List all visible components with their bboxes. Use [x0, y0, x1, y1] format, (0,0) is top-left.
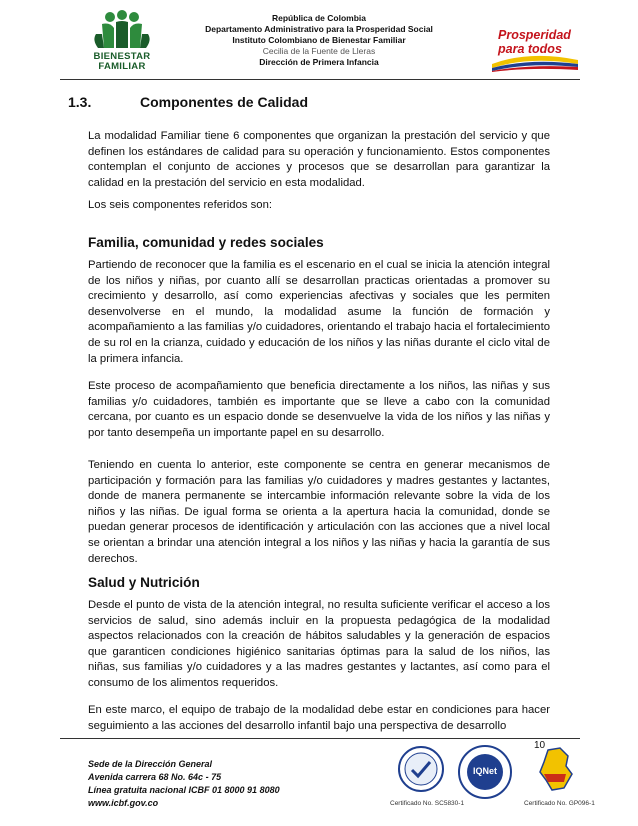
footer-divider [60, 738, 580, 739]
logo-text-prosperidad: Prosperidad [498, 28, 571, 42]
header-line-departamento: Departamento Administrativo para la Prosperidad Social [205, 24, 433, 34]
header-line-cecilia: Cecilia de la Fuente de Lleras [262, 46, 376, 56]
cert-label-gp: Certificado No. GP096-1 [524, 800, 595, 807]
iqnet-text: IQNet [472, 766, 497, 776]
page-number: 10 [534, 740, 546, 751]
header-divider [60, 79, 580, 80]
intro-paragraph: La modalidad Familiar tiene 6 componentes que organizan la prestación del servicio y que definen los estándares de calidad para su operación y funcionamiento. Estos componentes contemplan el conjunto de acciones y procesos que se desarrollan para garantizar la calidad en la prestación del servicio en esta modalidad. [88, 130, 550, 189]
page-header [0, 0, 638, 80]
prosperidad-para-todos-logo [490, 20, 580, 72]
familia-paragraph-3: Teniendo en cuenta lo anterior, este componente se centra en generar mecanismos de participación y formación para las familias y/o cuidadores y madres gestantes y lactantes, donde de manera permanente se intercambie información relevante sobre la vida de los niños y las niñas. De igual forma se orienta a la apertura hacia la comunidad, donde se puedan generar procesos de identificación y articulación con las acciones que a nivel local se orientan a brindar una atención integral a los niños y las niñas y hacia la garantía de sus derechos. [88, 459, 550, 565]
family-figures-icon [84, 10, 160, 52]
intro-components-line: Los seis componentes referidos son: [88, 199, 272, 211]
footer-line-sede: Sede de la Dirección General [88, 759, 213, 769]
footer-contact [88, 758, 280, 810]
cert-label-sc: Certificado No. SC5830-1 [390, 800, 465, 807]
salud-paragraph-1: Desde el punto de vista de la atención integral, no resulta suficiente verificar el acceso a los servicios de salud, sino además incluir en la propuesta pedagógica de la modalidad aspectos relacionados con la creación de hábitos saludables y la generación de espacios que garanticen condiciones higiénico sanitarias óptimas para la salud de los niños, las niñas, sus familias y/o cuidadores y a las madres gestantes y lactantes, así como para el consumo de los alimentos requeridos. [88, 599, 550, 689]
section-number: 1.3. [68, 94, 92, 110]
subheading-salud: Salud y Nutrición [88, 575, 200, 590]
iqnet-cert-logo [454, 744, 516, 814]
colombia-map-icon [530, 744, 580, 794]
bienestar-familiar-logo [84, 10, 160, 72]
logo-text-bienestar: BIENESTAR [93, 51, 151, 62]
subheading-familia: Familia, comunidad y redes sociales [88, 235, 324, 250]
familia-paragraph-1: Partiendo de reconocer que la familia es el escenario en el cual se inicia la atención integral de los niños y niñas, por cuanto allí se desarrollan practicas orientadas a promover su crecimiento y desarrollo, así como experiencias afectivas y sociales que les permiten desenvolverse en el mundo, la modalidad asume la función de formación y acompañamiento a las familias y/o cuidadores, orientando el trabajo hacia el fortalecimiento de su rol en la crianza, cuidado y educación de los niños y las niñas durante el ciclo vital de la primera infancia. [88, 259, 550, 365]
salud-paragraph-2: En este marco, el equipo de trabajo de la modalidad debe estar en condiciones para hacer seguimiento a las acciones del desarrollo infantil bajo una perspectiva de desarrollo [88, 704, 550, 732]
gp-cert-logo [524, 744, 595, 814]
section-title: Componentes de Calidad [140, 94, 309, 110]
header-line-direccion: Dirección de Primera Infancia [259, 57, 379, 67]
familia-paragraph-2: Este proceso de acompañamiento que beneficia directamente a los niños, las niñas y sus familias y/o cuidadores, también es importante que se lleve a cabo con la comunidad cercana, por cuanto es un espacio donde se desenvuelve la vida de los niños y las niñas y por tanto desempeña un importante papel en su desarrollo. [88, 380, 550, 439]
logo-text-para-todos: para todos [498, 42, 562, 56]
icontec-seal-icon [396, 744, 446, 794]
footer-line-linea: Línea gratuita nacional ICBF 01 8000 91 8080 [88, 785, 280, 795]
icontec-cert-logo [390, 744, 465, 814]
header-line-instituto: Instituto Colombiano de Bienestar Familiar [232, 35, 406, 45]
logo-text-familiar: FAMILIAR [98, 61, 146, 72]
footer-line-website: www.icbf.gov.co [88, 798, 159, 808]
header-line-republica: República de Colombia [272, 13, 366, 23]
footer-line-direccion: Avenida carrera 68 No. 64c - 75 [88, 772, 222, 782]
header-institution-lines [196, 13, 442, 68]
